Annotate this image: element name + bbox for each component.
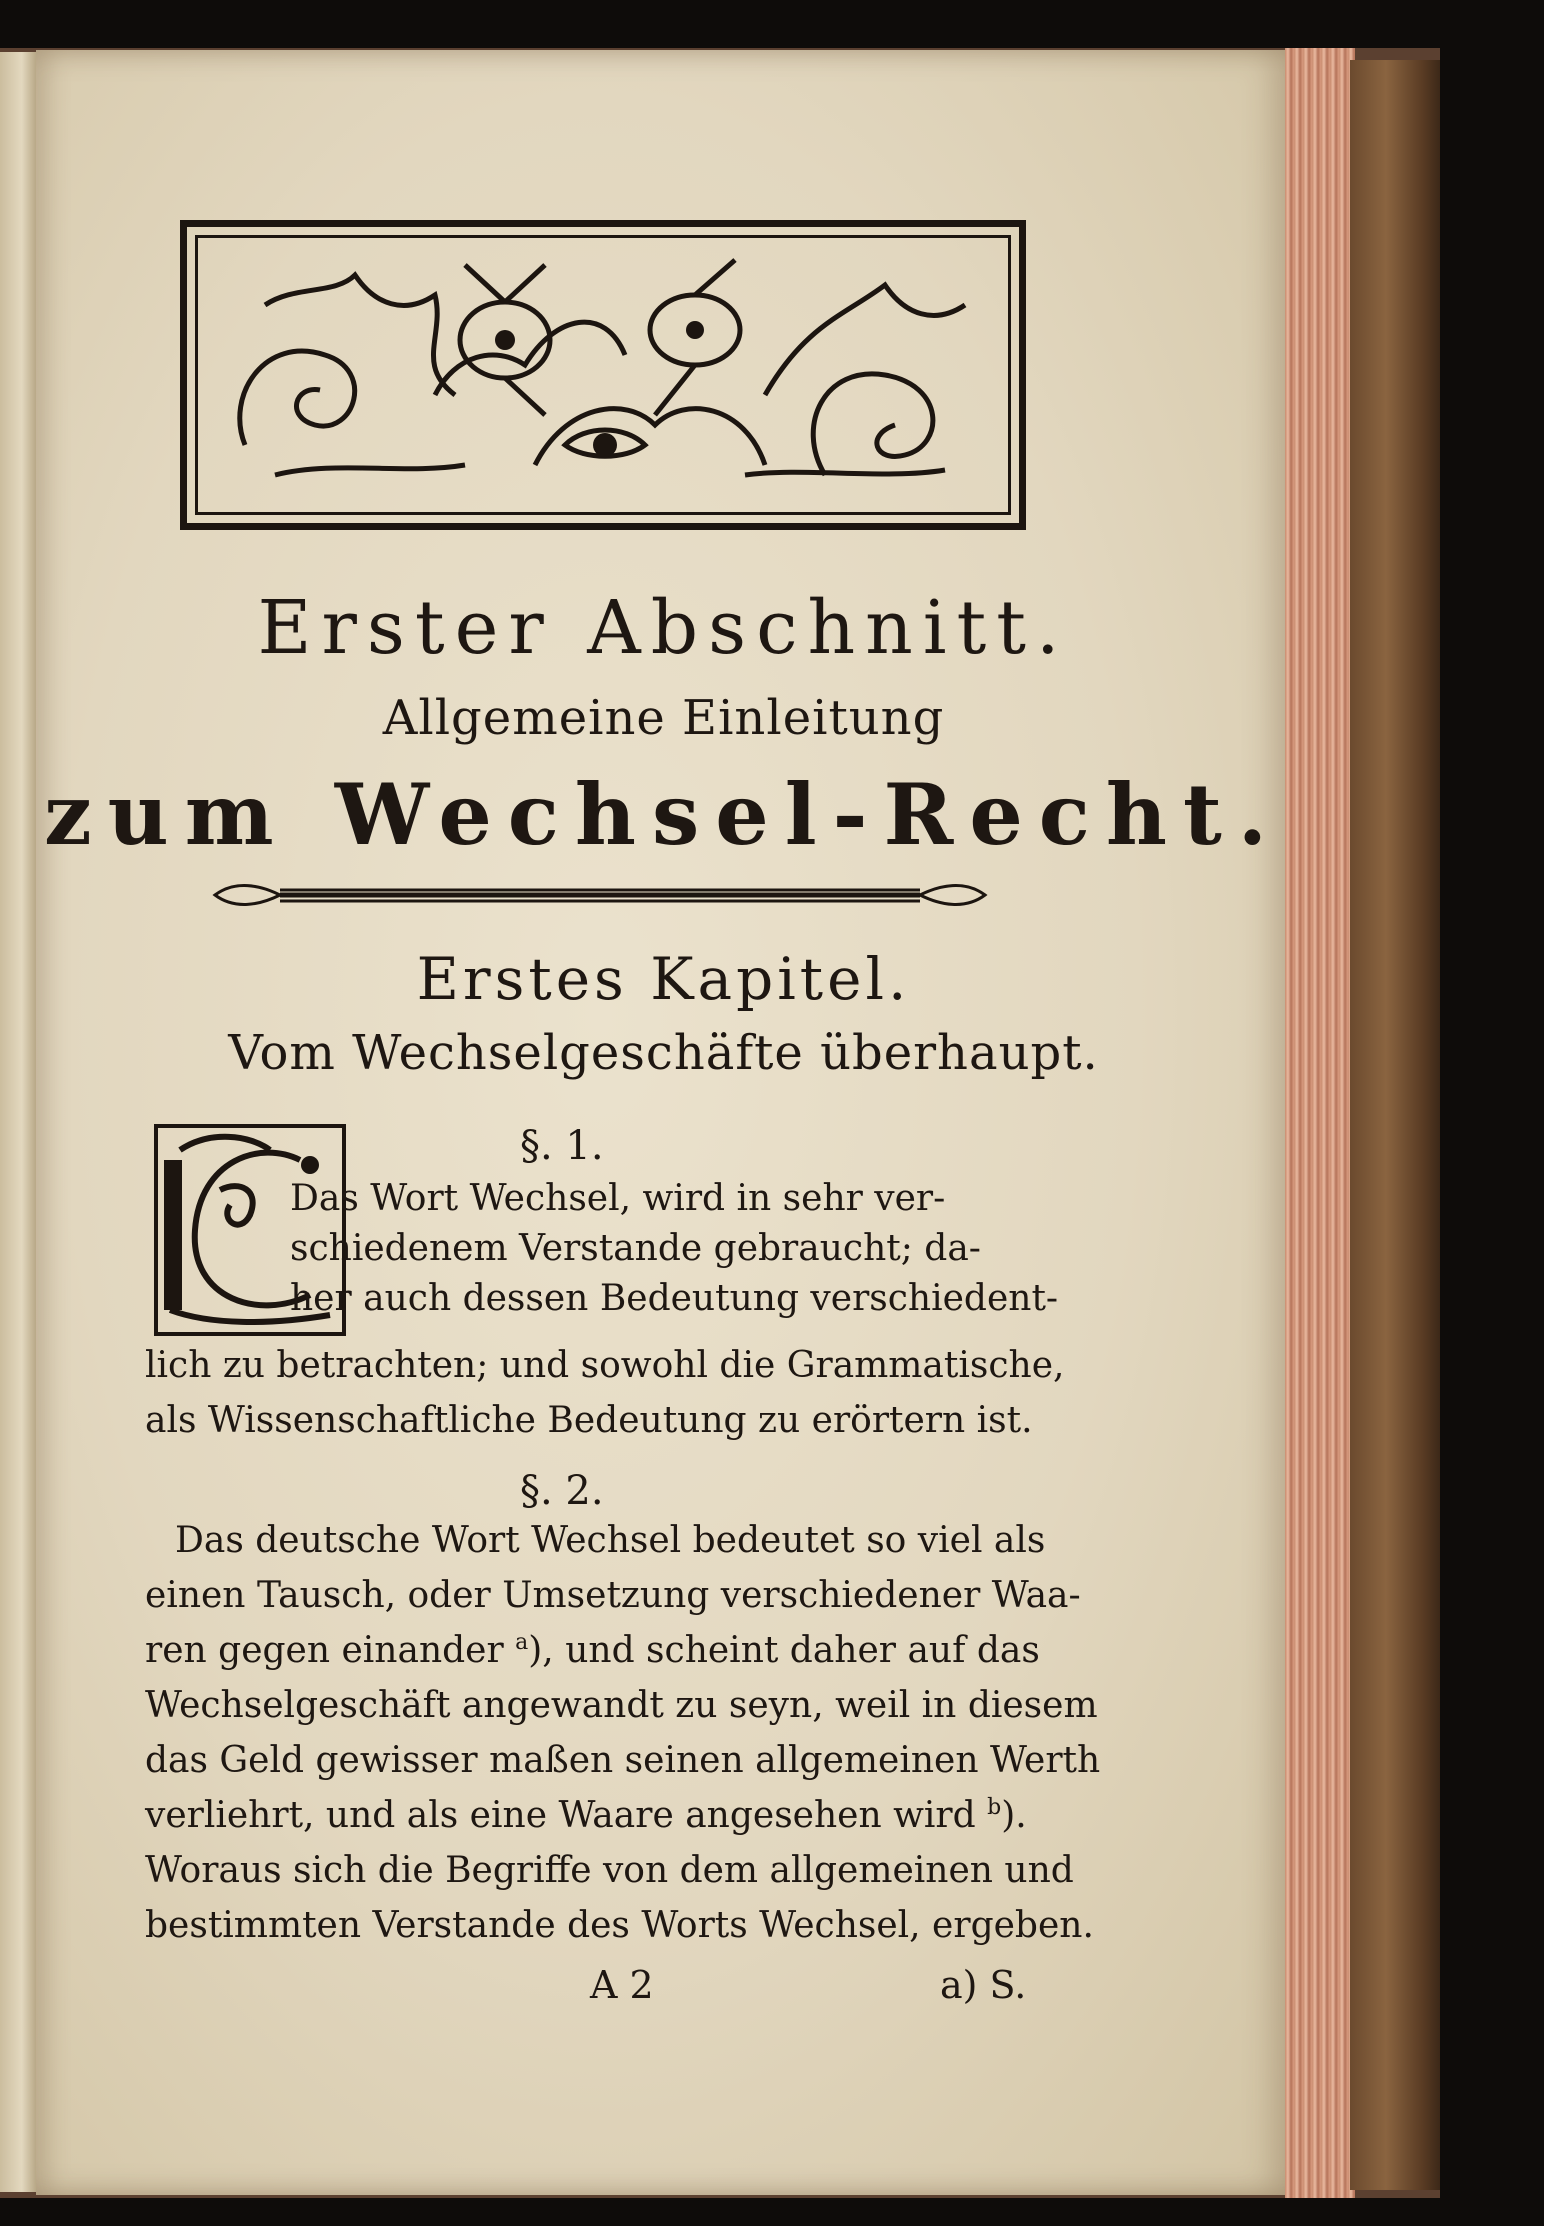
section-2-text: ), und scheint daher auf das [528,1630,1040,1671]
section-1-line: Das Wort Wechsel, wird in sehr ver- [290,1178,946,1219]
left-page-edge [0,52,36,2192]
section-2-text: ren gegen einander [145,1630,504,1671]
book-cover [1350,60,1440,2190]
section-2-text: ). [1001,1795,1027,1836]
section-2-line [145,1630,1040,1671]
section-2-line: Woraus sich die Begriffe von dem allgemeinen und [145,1850,1074,1891]
section-2-line [145,1795,1027,1836]
section-2-line: das Geld gewisser maßen seinen allgemeinen Werth [145,1740,1101,1781]
section-2-line: einen Tausch, oder Umsetzung verschiedener Waa- [145,1575,1081,1616]
decorative-rule [210,880,990,910]
signature-mark: A 2 [590,1963,654,2007]
section-2-line: Wechselgeschäft angewandt zu seyn, weil in diesem [145,1685,1098,1726]
section-2-mark: §. 2. [520,1468,604,1514]
footnote-ref-b: b [987,1795,1002,1820]
main-title: zum Wechsel-Recht. [43,765,1284,864]
page-edges [1285,48,1355,2198]
section-1-line: als Wissenschaftliche Bedeutung zu erörtern ist. [145,1400,1033,1441]
section-heading: Erster Abschnitt. [257,585,1070,671]
footnote-ref-a: a [515,1630,529,1655]
ornament-icon [205,245,1001,505]
section-1-line: schiedenem Verstande gebraucht; da- [290,1228,981,1269]
section-1-line: lich zu betrachten; und sowohl die Grammatische, [145,1345,1065,1386]
chapter-subtitle: Vom Wechselgeschäfte überhaupt. [228,1025,1099,1081]
section-2-text: verliehrt, und als eine Waare angesehen wird [145,1795,976,1836]
section-1-line: her auch dessen Bedeutung verschiedent- [290,1278,1059,1319]
section-2-line: bestimmten Verstande des Worts Wechsel, ergeben. [145,1905,1094,1946]
section-2-line: Das deutsche Wort Wechsel bedeutet so viel als [175,1520,1046,1561]
chapter-title: Erstes Kapitel. [416,945,911,1013]
catchword: a) S. [940,1963,1027,2007]
intro-heading: Allgemeine Einleitung [382,690,945,746]
section-1-mark: §. 1. [520,1123,604,1169]
headpiece-ornament [180,220,1026,530]
